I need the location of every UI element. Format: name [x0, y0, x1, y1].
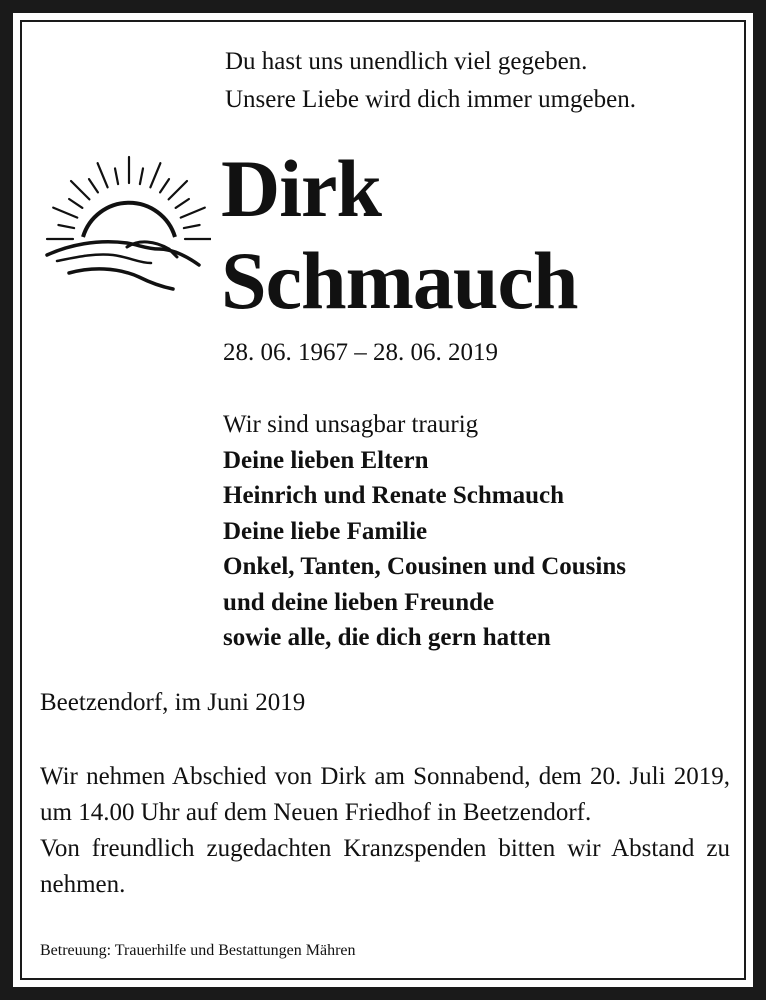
sun-ray — [169, 181, 187, 199]
sun-ray — [184, 225, 200, 228]
sun-ray — [115, 168, 118, 184]
mourner-line: Heinrich und Renate Schmauch — [223, 482, 565, 509]
sun-ray — [150, 163, 160, 187]
sunset-hills-icon — [39, 153, 211, 303]
farewell-text — [40, 759, 730, 903]
memorial-poem — [225, 43, 636, 119]
poem-line-2: Unsere Liebe wird dich immer umgeben. — [225, 86, 636, 113]
mourner-line: sowie alle, die dich gern hatten — [223, 624, 551, 651]
sun-ray — [71, 181, 89, 199]
mourner-line: Deine lieben Eltern — [223, 446, 429, 474]
obituary-card — [11, 11, 755, 989]
mourners-block — [223, 407, 626, 656]
sun-ray — [98, 163, 108, 187]
life-dates: 28. 06. 1967 – 28. 06. 2019 — [223, 339, 498, 366]
deceased-name — [221, 143, 578, 327]
farewell-paragraph-1: Wir nehmen Abschied von Dirk am Sonnabend, dem 20. Juli 2019, um 14.00 Uhr auf dem Neuen Friedhof in Beetzendorf. — [40, 763, 730, 826]
mourners-intro: Wir sind unsagbar traurig — [223, 411, 479, 438]
sun-ray — [176, 199, 189, 208]
sun-ray — [58, 225, 74, 228]
poem-line-1: Du hast uns unendlich viel gegeben. — [225, 48, 588, 75]
mourner-line: Onkel, Tanten, Cousinen und Cousins — [223, 553, 626, 580]
first-name: Dirk — [221, 143, 381, 234]
funeral-service-note: Betreuung: Trauerhilfe und Bestattungen Mähren — [40, 942, 356, 959]
place-and-date: Beetzendorf, im Juni 2019 — [40, 689, 306, 716]
sun-ray — [160, 179, 169, 192]
sun-ray — [69, 199, 82, 208]
sun-ray — [140, 168, 143, 184]
sun-ray — [53, 208, 77, 218]
farewell-paragraph-2: Von freundlich zugedachten Kranzspenden bitten wir Abstand zu nehmen. — [40, 835, 730, 898]
sun-ray — [89, 179, 98, 192]
sun-ray — [181, 208, 205, 218]
mourner-line: und deine lieben Freunde — [223, 588, 495, 616]
last-name: Schmauch — [221, 235, 578, 326]
mourner-line: Deine liebe Familie — [223, 517, 428, 545]
